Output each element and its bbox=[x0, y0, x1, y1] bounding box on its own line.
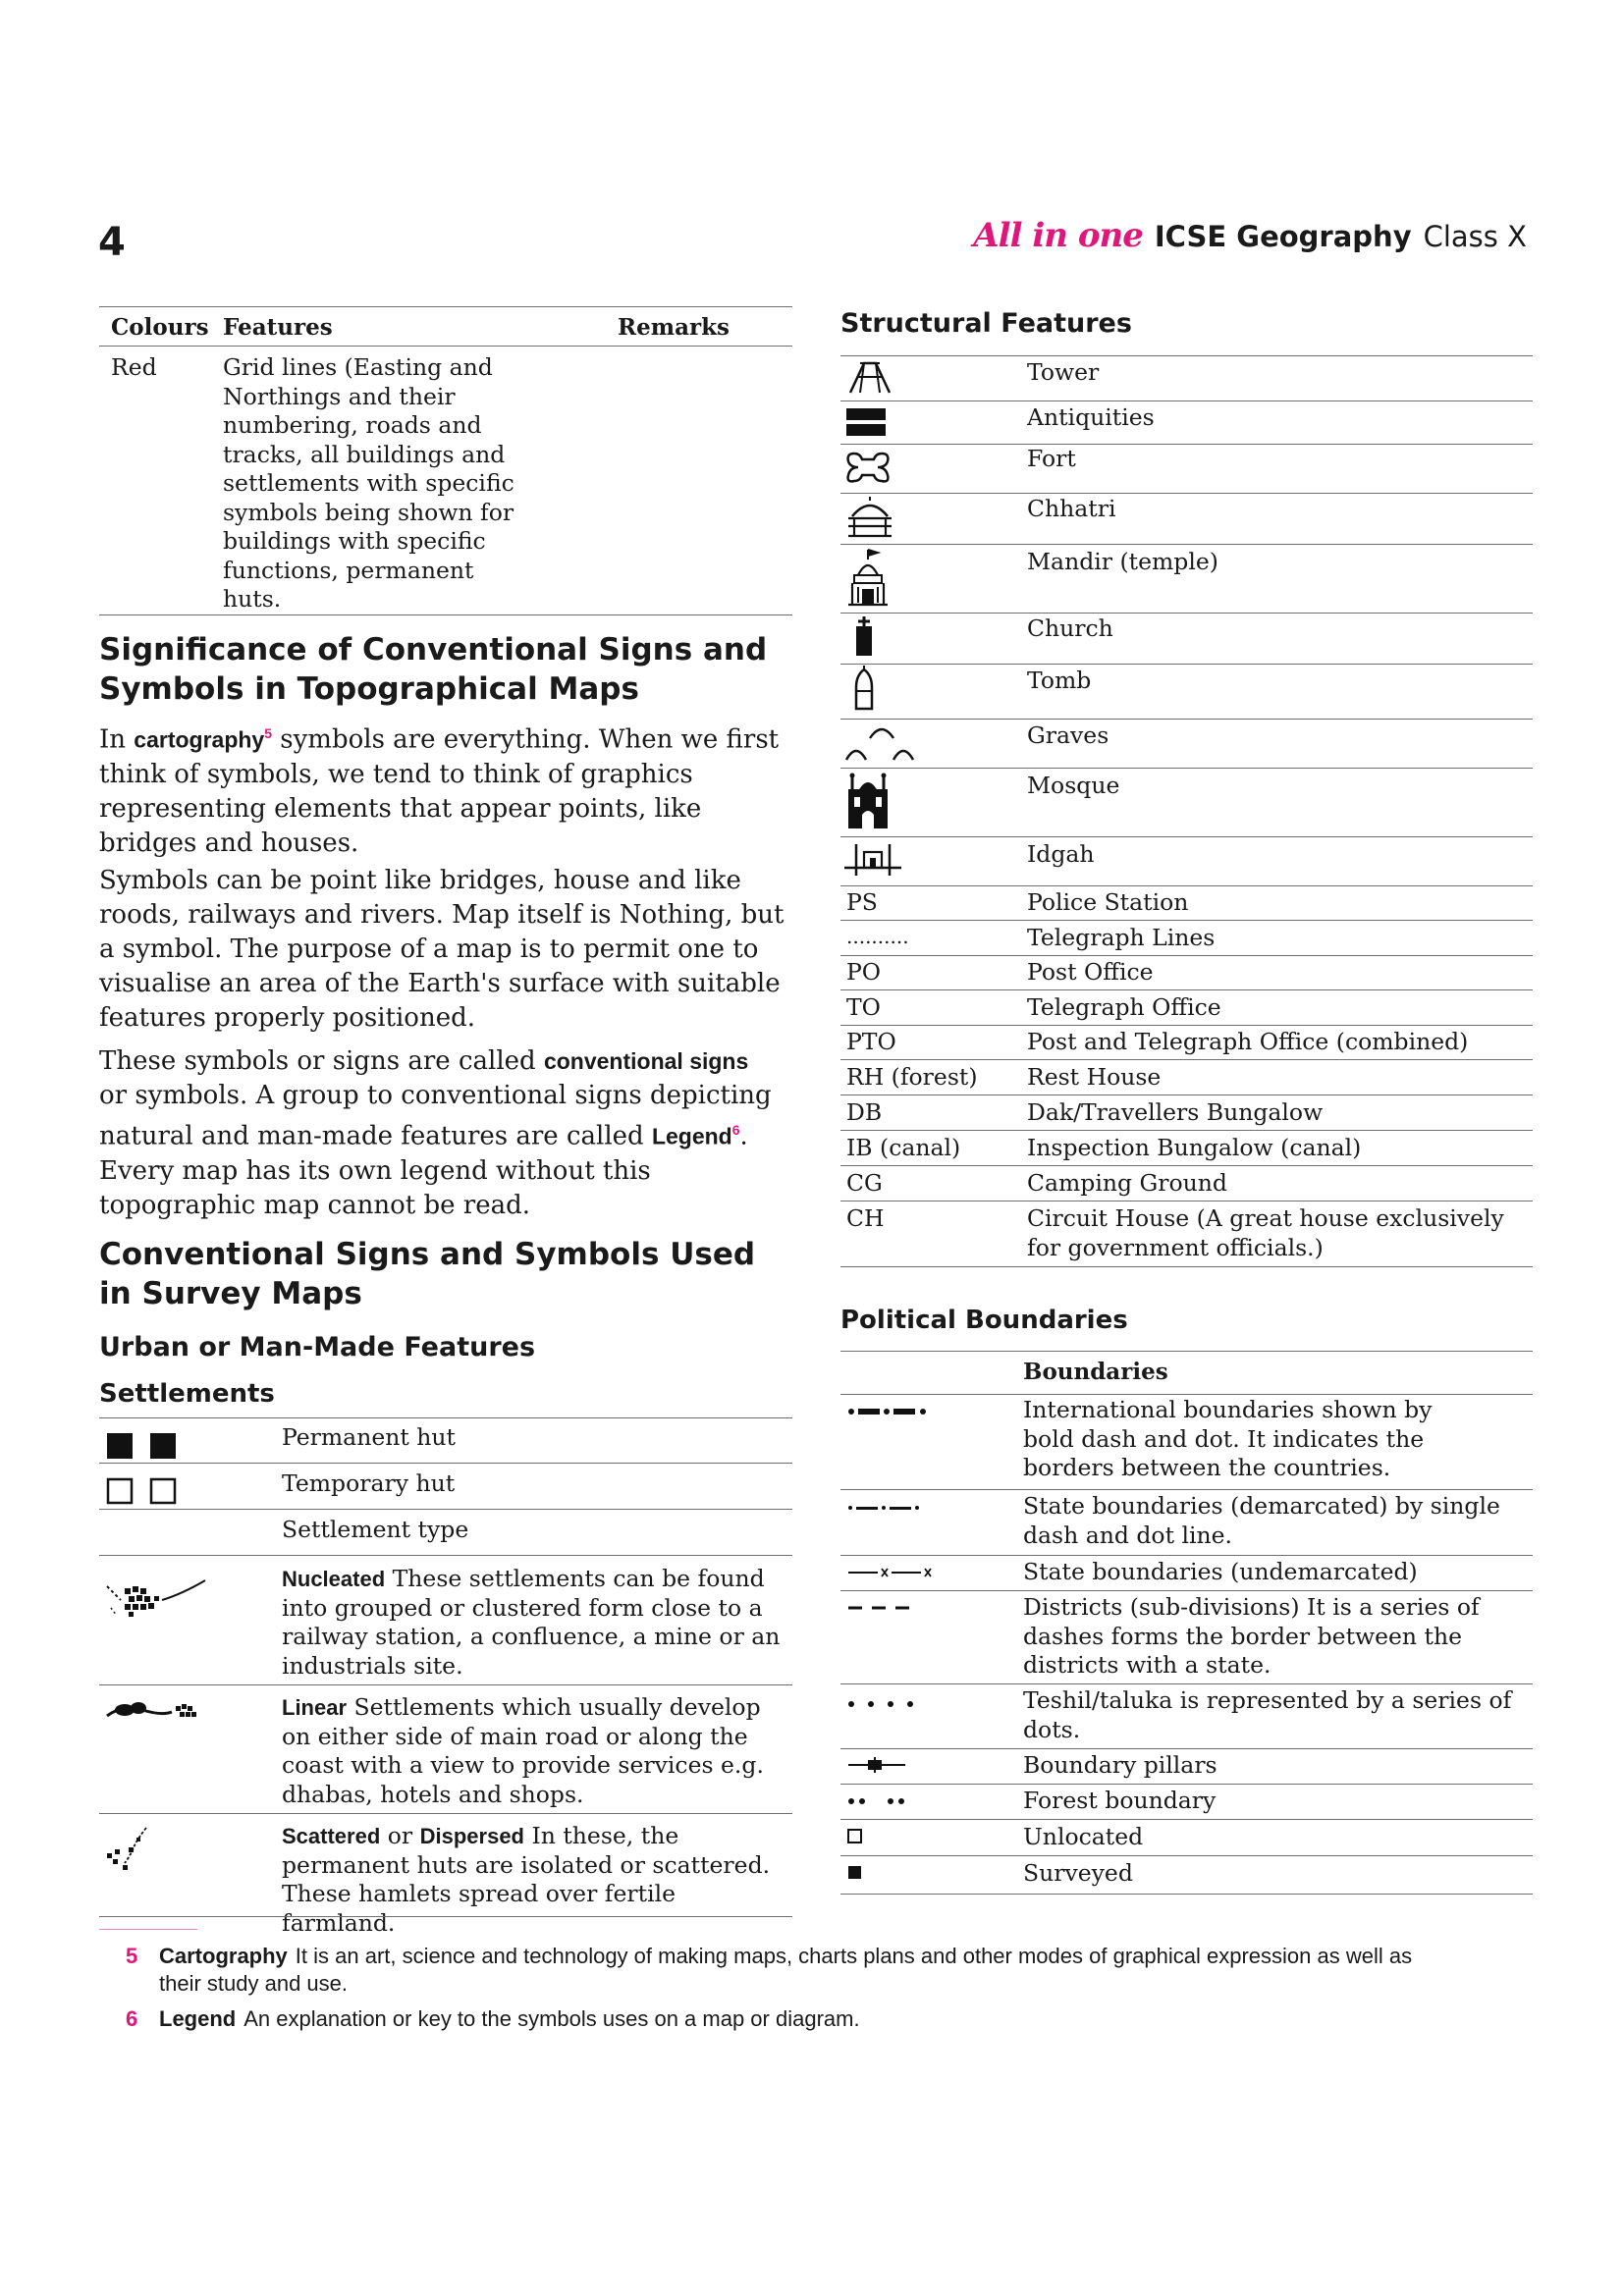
text-line: features properly positioned. bbox=[99, 1003, 475, 1033]
district-boundary-icon bbox=[846, 1598, 935, 1623]
surveyed-label: Surveyed bbox=[1023, 1859, 1133, 1887]
structural-heading: Structural Features bbox=[840, 308, 1132, 339]
row-rule bbox=[840, 1266, 1533, 1267]
idgah-icon bbox=[842, 840, 905, 884]
boundary-pillar-icon bbox=[846, 1755, 935, 1780]
term-cartography: cartography bbox=[134, 726, 265, 753]
significance-heading bbox=[99, 630, 792, 709]
political-heading: Political Boundaries bbox=[840, 1306, 1128, 1335]
footnote-ref: 6 bbox=[731, 1122, 740, 1138]
heading-line: Symbols in Topographical Maps bbox=[99, 671, 639, 707]
row-rule bbox=[840, 1351, 1533, 1352]
col-header-features: Features bbox=[223, 314, 333, 341]
text-line: dashes forms the border between the bbox=[1023, 1622, 1463, 1650]
rest-house-label: Rest House bbox=[1027, 1063, 1162, 1091]
row-rule bbox=[840, 885, 1533, 886]
text-line: Teshil/taluka is represented by a series of bbox=[1023, 1686, 1512, 1714]
text-run: These symbols or signs are called bbox=[99, 1046, 544, 1076]
boundary-pillars-label: Boundary pillars bbox=[1023, 1751, 1217, 1779]
footnote-term: Cartography bbox=[159, 1944, 288, 1968]
row-rule bbox=[840, 1394, 1533, 1395]
scattered-description bbox=[282, 1822, 792, 1938]
text-line: dhabas, hotels and shops. bbox=[282, 1780, 584, 1808]
text-line: permanent huts are isolated or scattered. bbox=[282, 1850, 771, 1879]
antiquities-icon bbox=[844, 406, 890, 445]
text-line: borders between the countries. bbox=[1023, 1454, 1391, 1481]
text-line: into grouped or clustered form close to a bbox=[282, 1593, 763, 1622]
publisher-logo: All in one bbox=[973, 216, 1143, 255]
features-line: numbering, roads and bbox=[223, 411, 482, 439]
row-rule bbox=[840, 1130, 1533, 1131]
camping-ground-label: Camping Ground bbox=[1027, 1169, 1227, 1197]
mandir-icon bbox=[844, 546, 893, 614]
features-line: functions, permanent bbox=[223, 556, 474, 584]
footnote-term: Legend bbox=[159, 2006, 237, 2031]
text-line: topographic map cannot be read. bbox=[99, 1190, 531, 1220]
text-line: districts with a state. bbox=[1023, 1651, 1271, 1679]
graves-icon bbox=[844, 721, 919, 769]
text-line: roods, railways and rivers. Map itself is Nothing, but bbox=[99, 900, 784, 930]
footnote-text: their study and use. bbox=[159, 1971, 349, 1996]
text-line: for government officials.) bbox=[1027, 1233, 1324, 1261]
text-line: railway station, a confluence, a mine or an bbox=[282, 1623, 781, 1650]
church-icon bbox=[846, 616, 886, 665]
post-office-label: Post Office bbox=[1027, 958, 1154, 986]
table-bottom-rule bbox=[99, 614, 792, 615]
row-rule bbox=[840, 1489, 1533, 1490]
structural-table bbox=[840, 355, 1533, 1270]
antiquities-label: Antiquities bbox=[1027, 403, 1155, 431]
nucleated-description bbox=[282, 1565, 792, 1681]
mosque-label: Mosque bbox=[1027, 772, 1120, 799]
row-rule bbox=[840, 1784, 1533, 1785]
colour-table bbox=[99, 306, 792, 616]
col-header-colours: Colours bbox=[111, 314, 209, 341]
row-rule bbox=[99, 1684, 792, 1685]
row-rule bbox=[840, 920, 1533, 921]
text-line: or symbols. A group to conventional signs depicting bbox=[99, 1081, 772, 1110]
code-ib-canal: IB (canal) bbox=[846, 1134, 961, 1161]
text-run: In bbox=[99, 724, 135, 755]
heading-line: in Survey Maps bbox=[99, 1276, 362, 1311]
temporary-hut-label: Temporary hut bbox=[282, 1469, 456, 1497]
table-top-rule bbox=[99, 306, 792, 307]
code-cg: CG bbox=[846, 1169, 883, 1197]
row-rule bbox=[840, 1748, 1533, 1749]
text-run: Settlements which usually develop bbox=[347, 1693, 761, 1721]
empty-squares-icon bbox=[105, 1476, 184, 1511]
text-line: dash and dot line. bbox=[1023, 1521, 1233, 1549]
tomb-label: Tomb bbox=[1027, 667, 1092, 694]
row-rule bbox=[99, 1463, 792, 1464]
features-line: Northings and their bbox=[223, 382, 456, 410]
row-rule bbox=[99, 1916, 792, 1917]
state-undemarcated-description: State boundaries (undemarcated) bbox=[1023, 1558, 1418, 1585]
text-line: Circuit House (A great house exclusively bbox=[1027, 1204, 1504, 1232]
scattered-settlement-icon bbox=[103, 1824, 162, 1888]
footnote-text: It is an art, science and technology of making maps, charts plans and other modes of graphical expression as well as bbox=[295, 1944, 1413, 1968]
book-title-class: Class X bbox=[1423, 220, 1527, 253]
mandir-label: Mandir (temple) bbox=[1027, 548, 1218, 575]
post-telegraph-office-label: Post and Telegraph Office (combined) bbox=[1027, 1028, 1469, 1055]
surveyed-icon bbox=[846, 1863, 870, 1888]
book-header bbox=[973, 216, 1527, 255]
urban-features-subheading: Urban or Man-Made Features bbox=[99, 1332, 536, 1362]
nucleated-settlement-icon bbox=[103, 1567, 211, 1630]
term-linear: Linear bbox=[282, 1695, 348, 1720]
district-boundary-description bbox=[1023, 1593, 1529, 1681]
filled-squares-icon bbox=[105, 1431, 184, 1466]
police-station-label: Police Station bbox=[1027, 888, 1189, 916]
footnote-ref: 5 bbox=[264, 725, 273, 741]
row-rule bbox=[840, 1819, 1533, 1820]
graves-label: Graves bbox=[1027, 721, 1109, 749]
row-rule bbox=[840, 955, 1533, 956]
row-rule bbox=[840, 1855, 1533, 1856]
row-rule bbox=[840, 664, 1533, 665]
code-ch: CH bbox=[846, 1204, 885, 1232]
tower-icon bbox=[846, 359, 895, 400]
text-line: industrials site. bbox=[282, 1651, 463, 1680]
text-run: . bbox=[739, 1121, 748, 1151]
footnote-text: An explanation or key to the symbols uses on a map or diagram. bbox=[243, 2006, 860, 2031]
significance-paragraph-3 bbox=[99, 1044, 792, 1223]
row-rule bbox=[99, 1509, 792, 1510]
footnote-separator bbox=[99, 1929, 197, 1930]
forest-boundary-icon bbox=[846, 1791, 935, 1816]
text-line: coast with a view to provide services e.g. bbox=[282, 1751, 764, 1779]
permanent-hut-label: Permanent hut bbox=[282, 1423, 456, 1451]
row-rule bbox=[840, 1683, 1533, 1684]
text-line: a symbol. The purpose of a map is to permit one to bbox=[99, 934, 759, 964]
table-header-rule bbox=[99, 346, 792, 347]
international-boundary-icon bbox=[846, 1402, 935, 1426]
telegraph-office-label: Telegraph Office bbox=[1027, 993, 1221, 1021]
footnote-6 bbox=[126, 2005, 1500, 2033]
idgah-label: Idgah bbox=[1027, 840, 1095, 868]
circuit-house-label bbox=[1027, 1204, 1533, 1262]
row-rule bbox=[840, 444, 1533, 445]
row-rule bbox=[99, 1555, 792, 1556]
term-dispersed: Dispersed bbox=[419, 1824, 524, 1848]
code-rh-forest: RH (forest) bbox=[846, 1063, 978, 1091]
footnote-5 bbox=[126, 1943, 1500, 1998]
settlement-type-label: Settlement type bbox=[282, 1516, 469, 1543]
chhatri-icon bbox=[844, 497, 897, 545]
text-line: dots. bbox=[1023, 1715, 1081, 1743]
row-rule bbox=[840, 1165, 1533, 1166]
conventional-heading bbox=[99, 1235, 792, 1313]
text-line: bold dash and dot. It indicates the bbox=[1023, 1424, 1425, 1453]
features-line: tracks, all buildings and bbox=[223, 440, 506, 468]
text-line: visualise an area of the Earth's surface with suitable bbox=[99, 969, 781, 998]
term-legend: Legend bbox=[651, 1123, 732, 1149]
col-header-remarks: Remarks bbox=[618, 314, 730, 341]
code-ps: PS bbox=[846, 888, 878, 916]
tehsil-boundary-description bbox=[1023, 1686, 1529, 1744]
state-demarcated-icon bbox=[846, 1498, 935, 1522]
text-line: Districts (sub-divisions) It is a series of bbox=[1023, 1593, 1480, 1621]
features-line: settlements with specific bbox=[223, 469, 514, 497]
text-run: In these, the bbox=[524, 1822, 679, 1849]
code-to: TO bbox=[846, 993, 881, 1021]
tomb-icon bbox=[846, 666, 886, 718]
text-line: on either side of main road or along the bbox=[282, 1722, 748, 1750]
text-run: symbols are everything. When we first bbox=[272, 724, 780, 755]
linear-settlement-icon bbox=[103, 1694, 211, 1738]
telegraph-lines-label: Telegraph Lines bbox=[1027, 924, 1216, 951]
code-pto: PTO bbox=[846, 1028, 896, 1055]
state-demarcated-description bbox=[1023, 1492, 1529, 1550]
church-label: Church bbox=[1027, 614, 1113, 642]
row-rule bbox=[840, 836, 1533, 837]
row-rule bbox=[840, 400, 1533, 401]
tehsil-boundary-icon bbox=[846, 1694, 935, 1719]
fort-icon bbox=[844, 448, 893, 492]
footnote-number: 5 bbox=[126, 1944, 138, 1968]
features-line: Grid lines (Easting and bbox=[223, 353, 493, 381]
term-scattered: Scattered bbox=[282, 1824, 381, 1848]
settlements-table bbox=[99, 1417, 792, 1937]
telegraph-lines-symbol: .......... bbox=[846, 925, 909, 948]
chhatri-label: Chhatri bbox=[1027, 495, 1116, 522]
term-conventional-signs: conventional signs bbox=[543, 1048, 749, 1074]
row-rule bbox=[99, 1813, 792, 1814]
row-rule bbox=[840, 493, 1533, 494]
features-cell bbox=[223, 353, 517, 614]
text-line: Every map has its own legend without this bbox=[99, 1155, 651, 1186]
significance-paragraph-2 bbox=[99, 864, 792, 1036]
settlements-heading: Settlements bbox=[99, 1379, 275, 1409]
text-line: think of symbols, we tend to think of graphics bbox=[99, 759, 693, 789]
row-rule bbox=[840, 355, 1533, 356]
text-line: State boundaries (demarcated) by single bbox=[1023, 1492, 1500, 1520]
text-run: natural and man-made features are called bbox=[99, 1121, 652, 1151]
tower-label: Tower bbox=[1027, 358, 1100, 386]
row-rule bbox=[840, 544, 1533, 545]
text-line: These hamlets spread over fertile farmland. bbox=[282, 1880, 676, 1937]
code-po: PO bbox=[846, 958, 882, 986]
row-rule bbox=[99, 1417, 792, 1418]
linear-description bbox=[282, 1693, 792, 1809]
colour-cell: Red bbox=[111, 353, 157, 381]
inspection-bungalow-label: Inspection Bungalow (canal) bbox=[1027, 1134, 1362, 1161]
unlocated-icon bbox=[846, 1827, 870, 1851]
row-rule bbox=[840, 1059, 1533, 1060]
text-line: representing elements that appear points, like bbox=[99, 793, 702, 824]
text-line: Symbols can be point like bridges, house and like bbox=[99, 866, 741, 895]
international-boundary-description bbox=[1023, 1396, 1529, 1483]
footnote-number: 6 bbox=[126, 2006, 138, 2031]
mosque-icon bbox=[844, 770, 893, 837]
heading-line: Significance of Conventional Signs and bbox=[99, 632, 768, 667]
book-title-bold: ICSE Geography bbox=[1154, 220, 1412, 253]
boundaries-col-header: Boundaries bbox=[1023, 1359, 1168, 1385]
row-rule bbox=[840, 768, 1533, 769]
footnotes bbox=[126, 1943, 1500, 2041]
row-rule bbox=[840, 989, 1533, 990]
significance-paragraph-1 bbox=[99, 717, 792, 861]
text-run: or bbox=[380, 1822, 420, 1849]
features-line: huts. bbox=[223, 585, 282, 613]
state-undemarcated-icon bbox=[846, 1563, 935, 1587]
page-number: 4 bbox=[98, 220, 126, 265]
text-line: International boundaries shown by bbox=[1023, 1396, 1433, 1423]
forest-boundary-label: Forest boundary bbox=[1023, 1787, 1217, 1814]
unlocated-label: Unlocated bbox=[1023, 1823, 1144, 1850]
text-line: bridges and houses. bbox=[99, 828, 359, 858]
row-rule bbox=[840, 1590, 1533, 1591]
code-db: DB bbox=[846, 1098, 883, 1126]
row-rule bbox=[840, 719, 1533, 720]
row-rule bbox=[840, 1025, 1533, 1026]
heading-line: Conventional Signs and Symbols Used bbox=[99, 1237, 756, 1272]
row-rule bbox=[840, 1894, 1533, 1895]
text-run: These settlements can be found bbox=[385, 1565, 765, 1592]
fort-label: Fort bbox=[1027, 445, 1076, 472]
dak-bungalow-label: Dak/Travellers Bungalow bbox=[1027, 1098, 1324, 1126]
features-line: symbols being shown for bbox=[223, 498, 514, 526]
political-table bbox=[840, 1351, 1533, 1900]
row-rule bbox=[840, 1555, 1533, 1556]
term-nucleated: Nucleated bbox=[282, 1567, 386, 1591]
features-line: buildings with specific bbox=[223, 527, 486, 555]
row-rule bbox=[840, 613, 1533, 614]
